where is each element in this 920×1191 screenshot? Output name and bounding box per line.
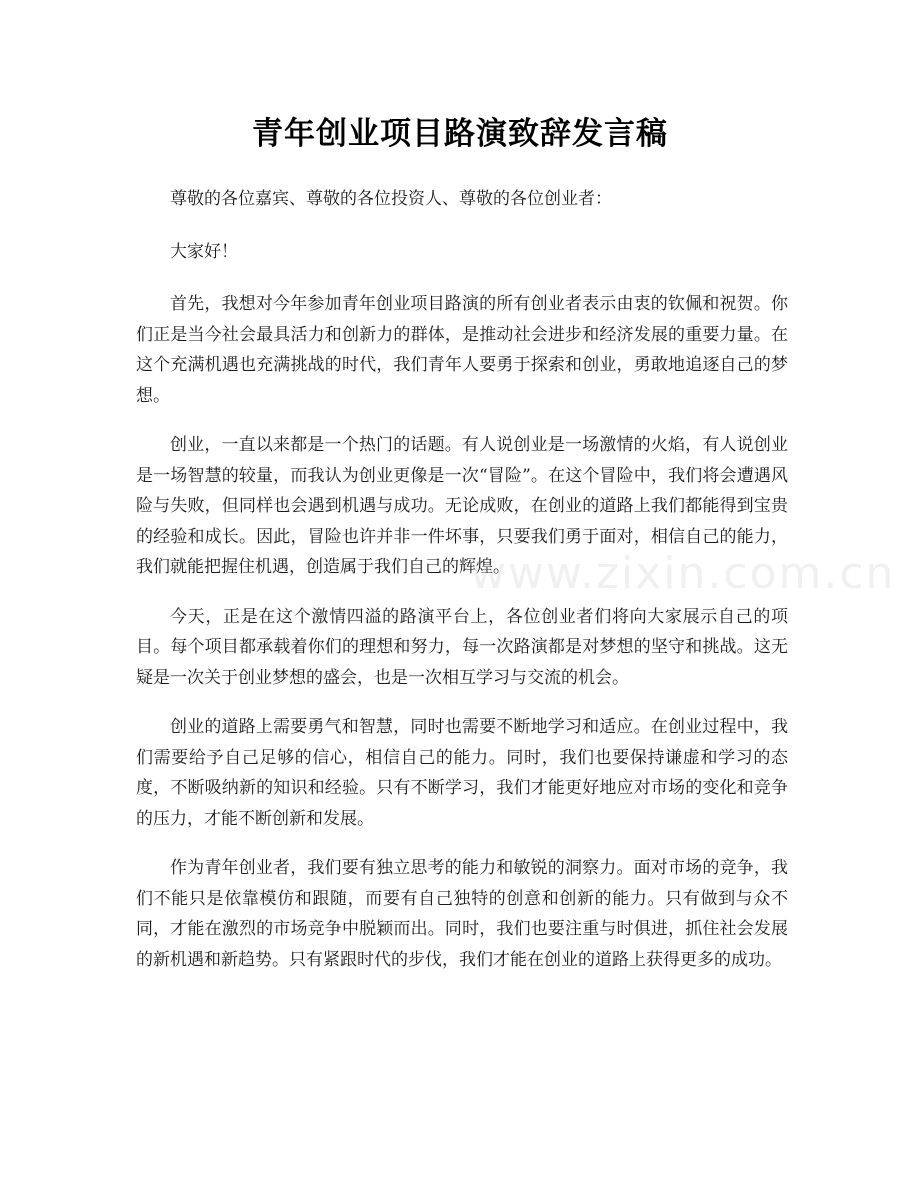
paragraph: 首先，我想对今年参加青年创业项目路演的所有创业者表示由衷的钦佩和祝贺。你们正是当今社会最具活力和创新力的群体，是推动社会进步和经济发展的重要力量。在这个充满机遇也充满挑战的时代，我们青年人要勇于探索和创业，勇敢地追逐自己的梦想。 bbox=[136, 294, 788, 406]
document-title: 青年创业项目路演致辞发言稿 bbox=[252, 116, 668, 152]
paragraph: 创业，一直以来都是一个热门的话题。有人说创业是一场激情的火焰，有人说创业是一场智慧的较量，而我认为创业更像是一次“冒险”。在这个冒险中，我们将会遭遇风险与失败，但同样也会遇到机遇与成功。无论成败，在创业的道路上我们都能得到宝贵的经验和成长。因此，冒险也许并非一件坏事，只要我们勇于面对，相信自己的能力，我们就能把握住机遇，创造属于我们自己的辉煌。 bbox=[136, 435, 788, 577]
greeting: 大家好！ bbox=[170, 241, 238, 262]
paragraph: 作为青年创业者，我们要有独立思考的能力和敏锐的洞察力。面对市场的竞争，我们不能只是依靠模仿和跟随，而要有自己独特的创意和创新的能力。只有做到与众不同，才能在激烈的市场竞争中脱颖而出。同时，我们也要注重与时俱进，抓住社会发展的新机遇和新趋势。只有紧跟时代的步伐，我们才能在创业的道路上获得更多的成功。 bbox=[136, 858, 788, 970]
paragraph: 今天，正是在这个激情四溢的路演平台上，各位创业者们将向大家展示自己的项目。每个项目都承载着你们的理想和努力，每一次路演都是对梦想的坚守和挑战。这无疑是一次关于创业梦想的盛会，也是一次相互学习与交流的机会。 bbox=[136, 606, 788, 688]
salutation: 尊敬的各位嘉宾、尊敬的各位投资人、尊敬的各位创业者： bbox=[170, 189, 612, 209]
watermark: www.zixin.com.cn bbox=[470, 548, 896, 599]
paragraph: 创业的道路上需要勇气和智慧，同时也需要不断地学习和适应。在创业过程中，我们需要给予自己足够的信心，相信自己的能力。同时，我们也要保持谦虚和学习的态度，不断吸纳新的知识和经验。只有不断学习，我们才能更好地应对市场的变化和竞争的压力，才能不断创新和发展。 bbox=[136, 717, 788, 829]
document-body bbox=[136, 184, 788, 994]
